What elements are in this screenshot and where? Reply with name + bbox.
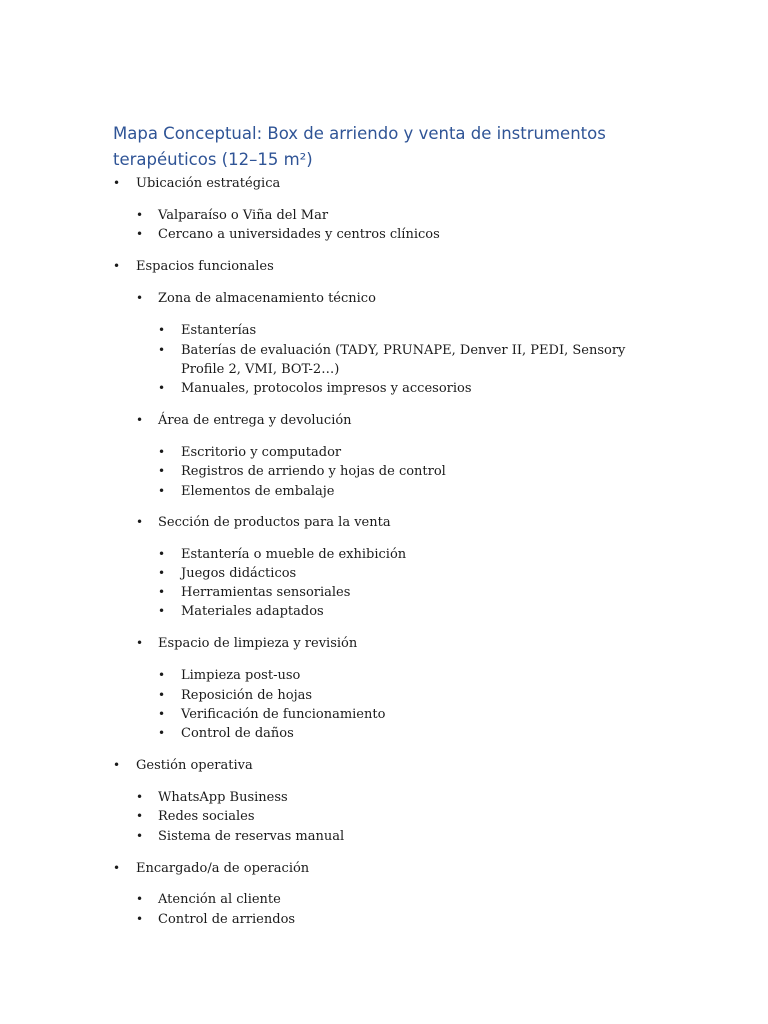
- list-item: Manuales, protocolos impresos y accesorios: [181, 381, 472, 396]
- list-item: Verificación de funcionamiento: [181, 707, 386, 722]
- bullet-icon: •: [158, 381, 166, 395]
- bullet-icon: •: [113, 758, 121, 772]
- bullet-icon: •: [158, 726, 166, 740]
- list-item: Baterías de evaluación (TADY, PRUNAPE, Denver II, PEDI, Sensory Profile 2, VMI, BOT-2…): [181, 343, 626, 377]
- section-heading: Gestión operativa: [136, 758, 253, 773]
- list-item: WhatsApp Business: [158, 790, 288, 805]
- bullet-icon: •: [113, 176, 121, 190]
- bullet-icon: •: [158, 464, 166, 478]
- list-item: Estanterías: [181, 323, 257, 338]
- list-item: Cercano a universidades y centros clínicos: [158, 227, 440, 242]
- bullet-icon: •: [136, 227, 144, 241]
- bullet-icon: •: [158, 343, 166, 357]
- list-item: Limpieza post-uso: [181, 668, 301, 683]
- page-title: Mapa Conceptual: Box de arriendo y venta de instrumentos terapéuticos (12–15 m²): [113, 124, 606, 169]
- bullet-icon: •: [158, 566, 166, 580]
- bullet-icon: •: [136, 515, 144, 529]
- list-item: Registros de arriendo y hojas de control: [181, 464, 446, 479]
- list-item: Juegos didácticos: [181, 566, 297, 581]
- bullet-icon: •: [136, 892, 144, 906]
- subsection-heading: Área de entrega y devolución: [158, 413, 352, 428]
- list-item: Sistema de reservas manual: [158, 829, 345, 844]
- bullet-icon: •: [136, 291, 144, 305]
- list-item: Redes sociales: [158, 809, 255, 824]
- bullet-icon: •: [136, 636, 144, 650]
- subsection-heading: Zona de almacenamiento técnico: [158, 291, 376, 306]
- list-item: Valparaíso o Viña del Mar: [158, 208, 329, 223]
- section-heading: Encargado/a de operación: [136, 861, 310, 876]
- bullet-icon: •: [158, 668, 166, 682]
- list-item: Elementos de embalaje: [181, 484, 335, 499]
- section-heading: Ubicación estratégica: [136, 176, 281, 191]
- bullet-icon: •: [136, 790, 144, 804]
- bullet-icon: •: [158, 707, 166, 721]
- bullet-icon: •: [113, 259, 121, 273]
- list-item: Materiales adaptados: [181, 604, 324, 619]
- list-item: Control de arriendos: [158, 912, 296, 927]
- bullet-icon: •: [136, 912, 144, 926]
- bullet-icon: •: [136, 809, 144, 823]
- list-item: Herramientas sensoriales: [181, 585, 351, 600]
- bullet-icon: •: [158, 484, 166, 498]
- bullet-icon: •: [158, 547, 166, 561]
- bullet-icon: •: [113, 861, 121, 875]
- subsection-heading: Espacio de limpieza y revisión: [158, 636, 358, 651]
- bullet-icon: •: [158, 688, 166, 702]
- list-item: Control de daños: [181, 726, 294, 741]
- list-item: Reposición de hojas: [181, 688, 313, 703]
- section-heading: Espacios funcionales: [136, 259, 274, 274]
- bullet-icon: •: [158, 323, 166, 337]
- subsection-heading: Sección de productos para la venta: [158, 515, 391, 530]
- bullet-icon: •: [158, 445, 166, 459]
- bullet-icon: •: [158, 604, 166, 618]
- bullet-icon: •: [136, 829, 144, 843]
- list-item: Atención al cliente: [158, 892, 281, 907]
- list-item: Escritorio y computador: [181, 445, 342, 460]
- bullet-icon: •: [136, 208, 144, 222]
- bullet-icon: •: [158, 585, 166, 599]
- list-item: Estantería o mueble de exhibición: [181, 547, 407, 562]
- bullet-icon: •: [136, 413, 144, 427]
